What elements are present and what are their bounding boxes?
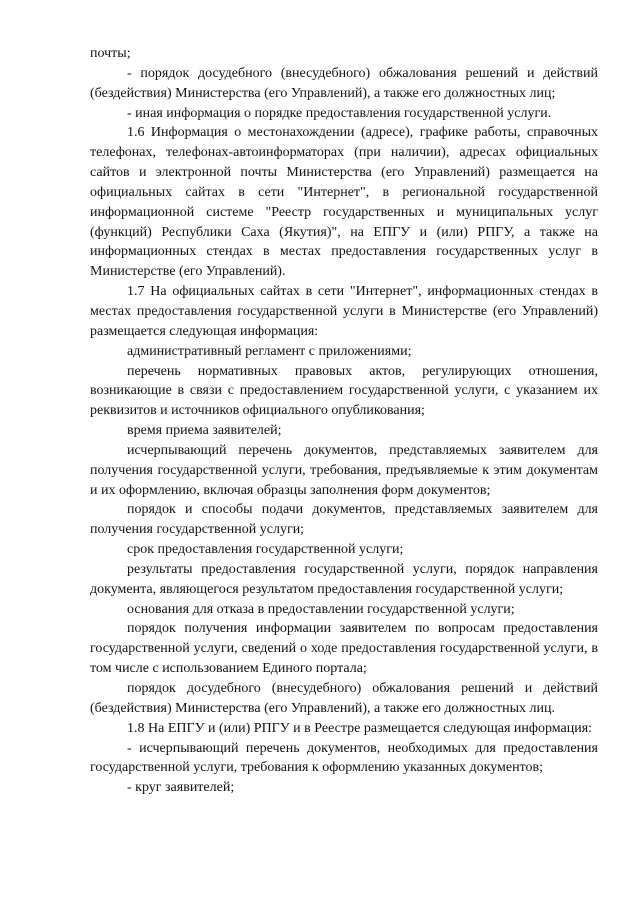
paragraph-list-item: результаты предоставления государственной услуги, порядок направления документа, являющегося результатом предоставления государственной услуги; bbox=[90, 561, 598, 597]
paragraph-list-item: порядок и способы подачи документов, представляемых заявителем для получения государственной услуги; bbox=[90, 502, 598, 538]
document-page bbox=[90, 44, 598, 798]
paragraph-list-item: административный регламент с приложениями; bbox=[127, 343, 412, 359]
paragraph-list-item: - исчерпывающий перечень документов, необходимых для предоставления государственной услуги, требования к оформлению указанных документов; bbox=[90, 740, 598, 776]
paragraph-list-item: основания для отказа в предоставлении государственной услуги; bbox=[127, 601, 515, 617]
paragraph-list-item: срок предоставления государственной услуги; bbox=[127, 542, 404, 558]
paragraph-list-item: время приема заявителей; bbox=[127, 423, 282, 439]
paragraph-clause-1-7: 1.7 На официальных сайтах в сети "Интернет", информационных стендах в местах предоставления государственной услуги в Министерстве (его Управлений) размещается следующая информация: bbox=[90, 284, 598, 339]
paragraph-list-item: - круг заявителей; bbox=[127, 780, 235, 796]
paragraph-list-item: - порядок досудебного (внесудебного) обжалования решений и действий (бездействия) Министерства (его Управлений), а также его должностных лиц; bbox=[90, 65, 598, 101]
paragraph-list-item: исчерпывающий перечень документов, представляемых заявителем для получения государственной услуги, требования, предъявляемые к этим документам и их оформлению, включая образцы заполнения форм документов; bbox=[90, 442, 598, 498]
paragraph-clause-1-8: 1.8 На ЕПГУ и (или) РПГУ и в Реестре размещается следующая информация: bbox=[127, 720, 593, 736]
paragraph-list-item: порядок досудебного (внесудебного) обжалования решений и действий (бездействия) Министерства (его Управлений), а также его должностных лиц. bbox=[90, 681, 598, 716]
paragraph-list-item: перечень нормативных правовых актов, регулирующих отношения, возникающие в связи с предоставлением государственной услуги, с указанием их реквизитов и источников официального опубликования; bbox=[90, 363, 598, 419]
paragraph-list-item: порядок получения информации заявителем по вопросам предоставления государственной услуги, сведений о ходе предоставления государственной услуги, в том числе с использованием Единого портала; bbox=[90, 621, 598, 677]
paragraph-clause-1-6: 1.6 Информация о местонахождении (адресе), графике работы, справочных телефонах, телефонах-автоинформаторах (при наличии), адресах официальных сайтов и электронной почты Министерства (его Управлений) размещается на официальных сайтах в сети "Интернет", в региональной государственной информационной системе "Реестр государственных и муниципальных услуг (функций) Республики Саха (Якутия)", на ЕПГУ и (или) РПГУ, а также на информационных стендах в местах предоставления государственных услуг в Министерстве (его Управлений). bbox=[90, 125, 598, 280]
paragraph-list-item: - иная информация о порядке предоставления государственной услуги. bbox=[127, 105, 552, 121]
paragraph-continuation: почты; bbox=[90, 46, 131, 61]
